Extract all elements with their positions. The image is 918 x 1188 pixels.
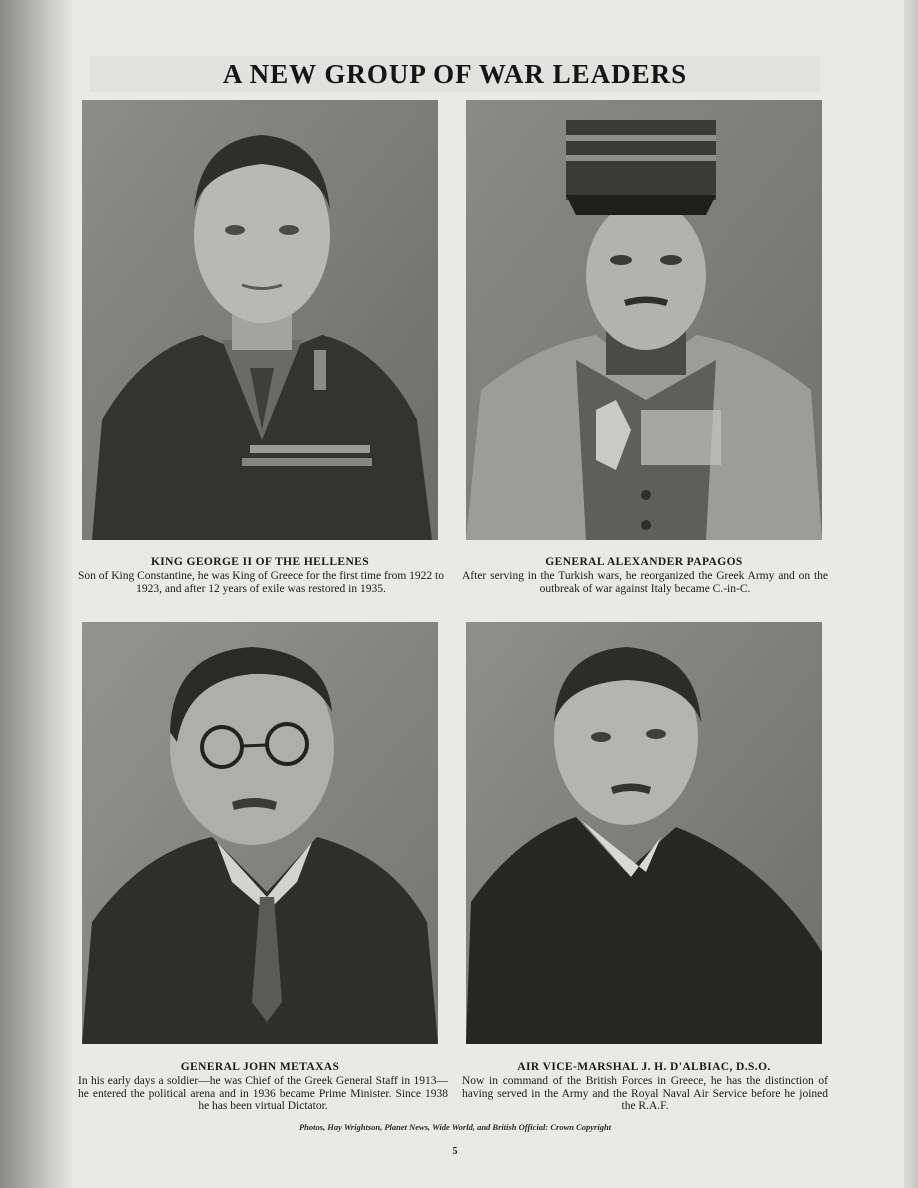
portrait-photo-king-george <box>82 100 438 540</box>
page-number: 5 <box>452 1146 458 1157</box>
portrait-name-air-vice-marshal-dalbiac: AIR VICE-MARSHAL J. H. D'ALBIAC, D.S.O. <box>517 1061 771 1073</box>
portrait-name-general-metaxas: GENERAL JOHN METAXAS <box>180 1061 340 1073</box>
portrait-caption-air-vice-marshal-dalbiac: Now in command of the British Forces in Greece, he has the distinction of having served in the Army and the Royal Naval Air Service before he joined the R.A.F. <box>462 1075 828 1112</box>
portrait-name-general-papagos: GENERAL ALEXANDER PAPAGOS <box>545 556 743 568</box>
portrait-photo-general-metaxas <box>82 622 438 1044</box>
portrait-photo-general-papagos <box>466 100 822 540</box>
portrait-name-king-george: KING GEORGE II OF THE HELLENES <box>150 556 370 568</box>
page-title: A NEW GROUP OF WAR LEADERS <box>90 56 820 92</box>
portrait-caption-general-metaxas: In his early days a soldier—he was Chief of the Greek General Staff in 1913—he entered the political arena and in 1936 became Prime Minister. Since 1938 he has been virtual Dictator. <box>78 1075 448 1112</box>
portrait-caption-king-george: Son of King Constantine, he was King of Greece for the first time from 1922 to 1923, and after 12 years of exile was restored in 1935. <box>78 570 445 595</box>
photo-credits: Photos, Hay Wrightson, Planet News, Wide World, and British Official: Crown Copyright <box>298 1122 612 1132</box>
page-edge <box>904 0 918 1188</box>
page-binding-shadow <box>0 0 72 1188</box>
portrait-caption-general-papagos: After serving in the Turkish wars, he reorganized the Greek Army and on the outbreak of war against Italy became C.-in-C. <box>462 570 828 595</box>
portrait-photo-air-vice-marshal-dalbiac <box>466 622 822 1044</box>
